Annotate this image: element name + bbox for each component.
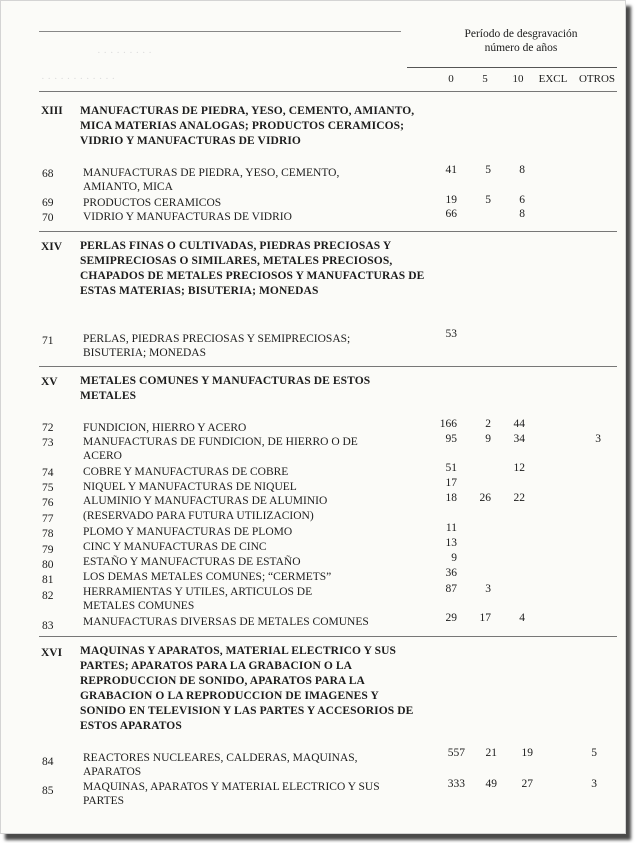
chapter-number: 76 xyxy=(42,497,54,509)
value-5yr: 5 xyxy=(485,194,491,206)
value-10yr: 27 xyxy=(521,778,533,790)
column-header-rule xyxy=(407,67,617,68)
chapter-number: 78 xyxy=(42,528,54,540)
chapter-label: MANUFACTURAS DIVERSAS DE METALES COMUNES xyxy=(83,616,369,628)
section-number: XIV xyxy=(41,241,63,253)
chapter-label: ALUMINIO Y MANUFACTURAS DE ALUMINIO xyxy=(83,495,328,507)
value-0yr: 18 xyxy=(445,492,457,504)
value-10yr: 34 xyxy=(513,433,525,445)
chapter-label: COBRE Y MANUFACTURAS DE COBRE xyxy=(83,466,289,478)
chapter-number: 73 xyxy=(42,437,54,449)
chapter-label: ESTAÑO Y MANUFACTURAS DE ESTAÑO xyxy=(83,556,301,568)
chapter-number: 71 xyxy=(42,335,54,347)
value-0yr: 51 xyxy=(445,462,457,474)
chapter-label: REACTORES NUCLEARES, CALDERAS, MAQUINAS, APARATOS xyxy=(83,752,358,778)
header-title-line1: Período de desgravación xyxy=(464,28,578,40)
section-number: XVI xyxy=(41,647,63,659)
chapter-label: VIDRIO Y MANUFACTURAS DE VIDRIO xyxy=(83,211,292,223)
chapter-number: 68 xyxy=(42,168,54,180)
value-10yr: 22 xyxy=(513,492,525,504)
chapter-label: NIQUEL Y MANUFACTURAS DE NIQUEL xyxy=(83,481,297,493)
value-0yr: 166 xyxy=(439,418,457,430)
section-title: PERLAS FINAS O CULTIVADAS, PIEDRAS PRECIOSAS Y SEMIPRECIOSAS O SIMILARES, METALES PRECIOSOS, CHAPADOS DE METALES PRECIOSOS Y MANUFACTURAS DE ESTAS MATERIAS; BISUTERIA; MONEDAS xyxy=(80,240,425,297)
value-0yr: 53 xyxy=(445,328,457,340)
value-0yr: 41 xyxy=(445,164,457,176)
chapter-number: 84 xyxy=(42,756,54,768)
column-header-10: 10 xyxy=(512,73,524,85)
chapter-label: CINC Y MANUFACTURAS DE CINC xyxy=(83,541,267,553)
value-0yr: 9 xyxy=(451,552,457,564)
section-number: XIII xyxy=(41,105,63,117)
section-rule xyxy=(39,636,617,637)
value-0yr: 87 xyxy=(445,583,457,595)
value-otros: 3 xyxy=(595,433,601,445)
value-5yr: 3 xyxy=(485,583,491,595)
value-10yr: 4 xyxy=(519,612,525,624)
section-title: METALES COMUNES Y MANUFACTURAS DE ESTOS METALES xyxy=(80,375,371,402)
chapter-label: PERLAS, PIEDRAS PRECIOSAS Y SEMIPRECIOSAS; BISUTERIA; MONEDAS xyxy=(83,333,351,359)
chapter-label: FUNDICION, HIERRO Y ACERO xyxy=(83,422,247,434)
chapter-label: PLOMO Y MANUFACTURAS DE PLOMO xyxy=(83,526,293,538)
value-0yr: 36 xyxy=(445,567,457,579)
value-10yr: 8 xyxy=(519,164,525,176)
value-5yr: 2 xyxy=(485,418,491,430)
value-0yr: 13 xyxy=(445,537,457,549)
section-rule xyxy=(39,366,617,367)
header-title-line2: número de años xyxy=(484,42,558,54)
value-10yr: 6 xyxy=(519,194,525,206)
section-title: MAQUINAS Y APARATOS, MATERIAL ELECTRICO Y SUS PARTES; APARATOS PARA LA GRABACION O LA REPRODUCCION DE SONIDO, APARATOS PARA LA GRABACION O LA REPRODUCCION DE IMAGENES Y SONIDO EN TELEVISION Y LAS PARTES Y ACCESORIOS DE ESTOS APARATOS xyxy=(80,645,414,732)
value-10yr: 12 xyxy=(513,462,525,474)
chapter-label: HERRAMIENTAS Y UTILES, ARTICULOS DE METALES COMUNES xyxy=(83,586,313,612)
column-header-5: 5 xyxy=(482,73,488,85)
value-5yr: 17 xyxy=(479,612,491,624)
value-0yr: 333 xyxy=(447,778,465,790)
chapter-number: 69 xyxy=(42,197,54,209)
chapter-number: 79 xyxy=(42,544,54,556)
chapter-number: 83 xyxy=(42,620,54,632)
bleed-through-text: · · · · · · · · · xyxy=(97,47,152,59)
chapter-number: 77 xyxy=(42,513,54,525)
chapter-number: 72 xyxy=(42,422,54,434)
value-5yr: 9 xyxy=(485,433,491,445)
value-10yr: 8 xyxy=(519,208,525,220)
header-top-rule xyxy=(39,31,401,32)
chapter-label: LOS DEMAS METALES COMUNES; “CERMETS” xyxy=(83,571,332,583)
chapter-number: 74 xyxy=(42,467,54,479)
value-5yr: 26 xyxy=(479,492,491,504)
section-rule xyxy=(39,231,617,232)
chapter-number: 70 xyxy=(42,212,54,224)
column-header-0: 0 xyxy=(448,73,454,85)
section-title: MANUFACTURAS DE PIEDRA, YESO, CEMENTO, AMIANTO, MICA MATERIAS ANALOGAS; PRODUCTOS CERAMICOS; VIDRIO Y MANUFACTURAS DE VIDRIO xyxy=(80,105,415,147)
column-header-otros: OTROS xyxy=(578,73,616,85)
value-0yr: 17 xyxy=(445,477,457,489)
chapter-number: 85 xyxy=(42,785,54,797)
value-0yr: 19 xyxy=(445,194,457,206)
bleed-through-text: · · · · · · · · · · · · xyxy=(41,73,116,85)
value-5yr: 21 xyxy=(485,747,497,759)
column-header-excl: EXCL xyxy=(538,73,568,85)
chapter-number: 81 xyxy=(42,574,54,586)
value-0yr: 66 xyxy=(445,208,457,220)
chapter-label: MANUFACTURAS DE FUNDICION, DE HIERRO O DE ACERO xyxy=(83,436,358,462)
value-10yr: 44 xyxy=(513,418,525,430)
chapter-label: MANUFACTURAS DE PIEDRA, YESO, CEMENTO, AMIANTO, MICA xyxy=(83,167,340,193)
chapter-number: 75 xyxy=(42,482,54,494)
value-5yr: 5 xyxy=(485,164,491,176)
value-otros: 5 xyxy=(591,747,597,759)
section-number: XV xyxy=(41,376,58,388)
chapter-label: PRODUCTOS CERAMICOS xyxy=(83,197,222,209)
header-bottom-rule xyxy=(39,91,617,92)
chapter-number: 80 xyxy=(42,559,54,571)
value-5yr: 49 xyxy=(485,778,497,790)
value-10yr: 19 xyxy=(521,747,533,759)
value-0yr: 95 xyxy=(445,433,457,445)
chapter-number: 82 xyxy=(42,590,54,602)
value-0yr: 29 xyxy=(445,612,457,624)
value-otros: 3 xyxy=(591,778,597,790)
value-0yr: 11 xyxy=(445,522,457,534)
chapter-label: (RESERVADO PARA FUTURA UTILIZACION) xyxy=(83,510,314,522)
chapter-label: MAQUINAS, APARATOS Y MATERIAL ELECTRICO Y SUS PARTES xyxy=(83,781,380,807)
value-0yr: 557 xyxy=(447,747,465,759)
